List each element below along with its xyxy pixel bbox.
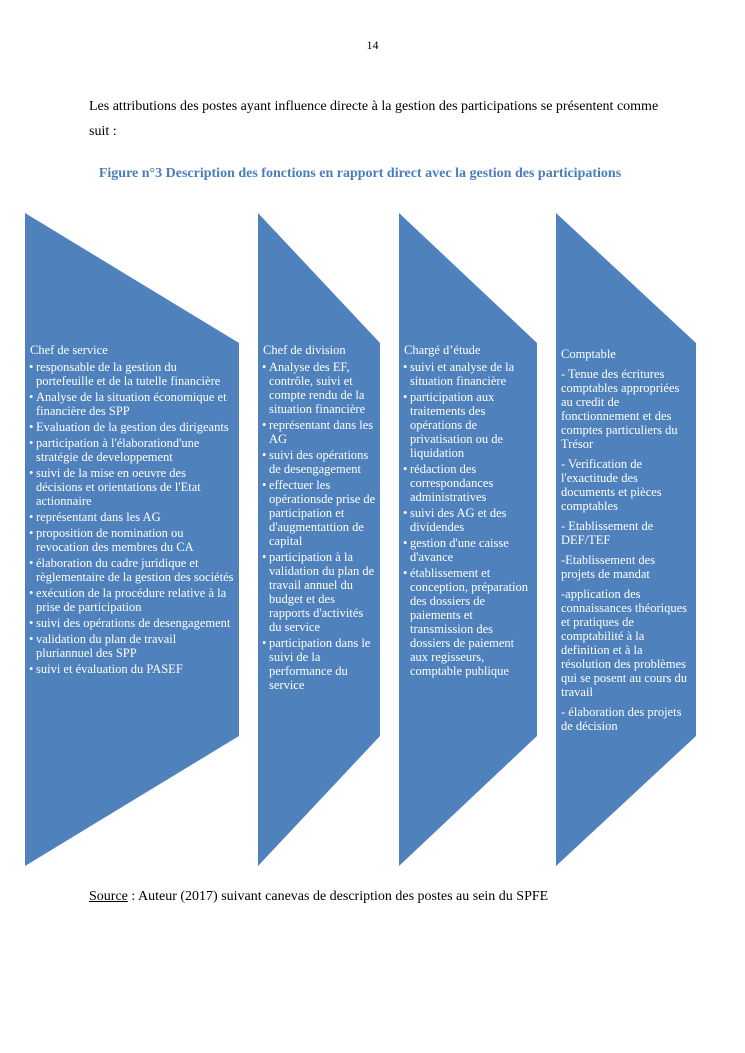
list-item: • élaboration du cadre juridique et règlementaire de la gestion des sociétés	[30, 556, 235, 584]
list-item: - Tenue des écritures comptables appropriées au credit de fonctionnement et des comptes particuliers du Trésor	[561, 367, 680, 451]
column-comptable	[561, 347, 691, 739]
list-item: • suivi des AG et des dividendes	[404, 506, 534, 534]
column-chef-de-service	[30, 343, 235, 678]
list-item: • suivi de la mise en oeuvre des décisions et orientations de l'Etat actionnaire	[30, 466, 235, 508]
column-title: Chargé d’étude	[404, 343, 481, 357]
list-item: • participation dans le suivi de la performance du service	[263, 636, 376, 692]
column-list	[263, 360, 376, 692]
list-item: • participation à l'élaborationd'une stratégie de developpement	[30, 436, 235, 464]
list-item: • suivi des opérations de desengagement	[30, 616, 235, 630]
column-title: Chef de service	[30, 343, 108, 357]
intro-paragraph: Les attributions des postes ayant influence directe à la gestion des participations se présentent comme suit :	[89, 99, 659, 139]
column-title: Comptable	[561, 347, 616, 361]
list-item: • exécution de la procédure relative à la prise de participation	[30, 586, 235, 614]
column-list	[561, 367, 691, 733]
list-item: • établissement et conception, préparation des dossiers de paiements et transmission des dossiers de paiement aux regisseurs, comptable publique	[404, 566, 534, 678]
list-item: • suivi des opérations de desengagement	[263, 448, 376, 476]
column-title: Chef de division	[263, 343, 346, 357]
list-item: • suivi et évaluation du PASEF	[30, 662, 235, 676]
list-item: -application des connaissances théoriques et pratiques de comptabilité à la definition et à la résolution des problèmes qui se posent au cours du travail	[561, 587, 688, 699]
figure-title: Figure n°3 Description des fonctions en rapport direct avec la gestion des participations	[98, 166, 622, 181]
list-item: • Evaluation de la gestion des dirigeants	[30, 420, 235, 434]
list-item: • validation du plan de travail pluriannuel des SPP	[30, 632, 235, 660]
column-chef-de-division	[263, 343, 376, 694]
list-item: - Etablissement de DEF/TEF	[561, 519, 654, 547]
list-item: • Analyse des EF, contrôle, suivi et compte rendu de la situation financière	[263, 360, 376, 416]
source-note	[89, 889, 548, 905]
list-item: -Etablissement des projets de mandat	[561, 553, 656, 581]
list-item: • effectuer les opérationsde prise de participation et d'augmentattion de capital	[263, 478, 376, 548]
list-item: • représentant dans les AG	[30, 510, 235, 524]
list-item: - Verification de l'exactitude des documents et pièces comptables	[561, 457, 662, 513]
list-item: • rédaction des correspondances administratives	[404, 462, 534, 504]
list-item: • représentant dans les AG	[263, 418, 376, 446]
page-number: 14	[366, 38, 379, 52]
list-item: • Analyse de la situation économique et financière des SPP	[30, 390, 235, 418]
list-item: • responsable de la gestion du portefeuille et de la tutelle financière	[30, 360, 235, 388]
list-item: • gestion d'une caisse d'avance	[404, 536, 534, 564]
column-list	[30, 360, 235, 676]
list-item: • participation à la validation du plan de travail annuel du budget et des rapports d'activités du service	[263, 550, 376, 634]
source-text: : Auteur (2017) suivant canevas de description des postes au sein du SPFE	[127, 889, 549, 904]
column-list	[404, 360, 534, 678]
column-charge-d-etude	[404, 343, 534, 680]
source-label: Source	[89, 889, 128, 904]
list-item: - élaboration des projets de décision	[561, 705, 682, 733]
list-item: • proposition de nomination ou revocation des membres du CA	[30, 526, 235, 554]
list-item: • suivi et analyse de la situation financière	[404, 360, 534, 388]
list-item: • participation aux traitements des opérations de privatisation ou de liquidation	[404, 390, 534, 460]
